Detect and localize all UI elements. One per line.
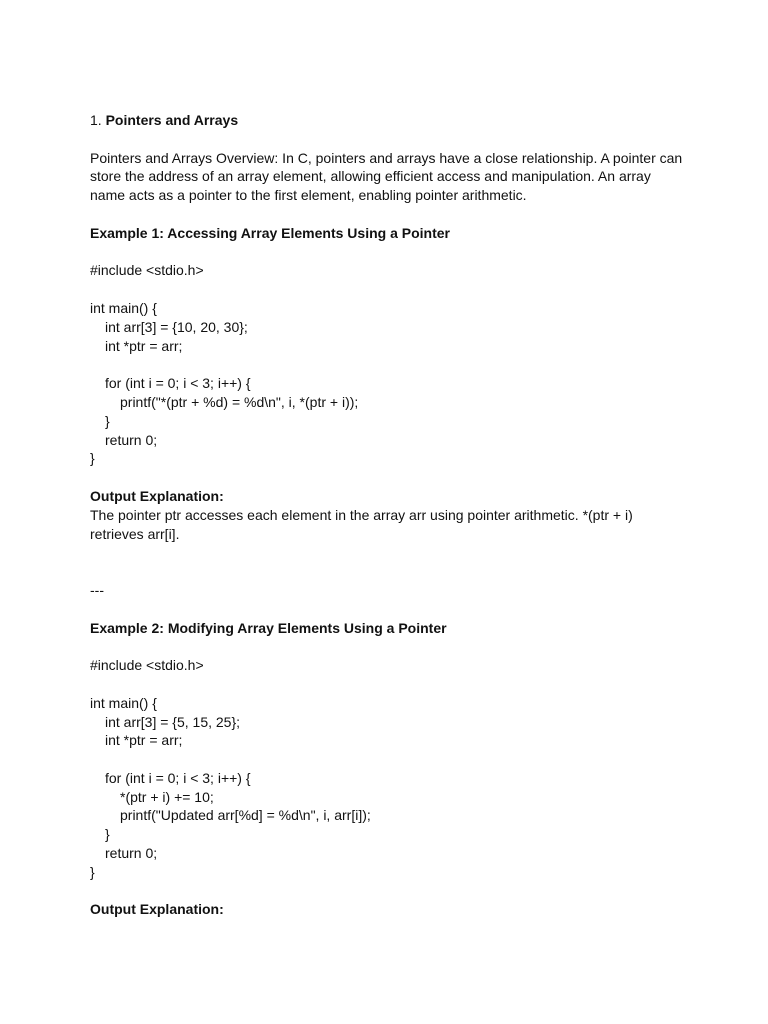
code-line: int main() { <box>90 299 157 316</box>
code-line: printf("*(ptr + %d) = %d\n", i, *(ptr + i)); <box>120 393 359 410</box>
code-line: } <box>105 412 110 429</box>
example1-output-heading: Output Explanation: <box>90 487 224 504</box>
code-line: printf("Updated arr[%d] = %d\n", i, arr[i]); <box>120 807 371 824</box>
example2-include: #include <stdio.h> <box>90 657 204 674</box>
code-line: *(ptr + i) += 10; <box>120 788 214 805</box>
example1-output-text <box>90 506 690 544</box>
example2-code-block <box>90 694 690 882</box>
code-line: return 0; <box>105 845 158 862</box>
overview-line: Pointers and Arrays Overview: In C, pointers and arrays have a close relationship. A pointer can <box>90 149 683 166</box>
overview-line: name acts as a pointer to the first element, enabling pointer arithmetic. <box>90 187 527 204</box>
output-line: The pointer ptr accesses each element in the array arr using pointer arithmetic. *(ptr + i) <box>90 506 633 523</box>
section-heading <box>90 111 690 130</box>
example1-code-block <box>90 299 690 468</box>
code-line: } <box>90 863 95 880</box>
example1-heading: Example 1: Accessing Array Elements Using a Pointer <box>90 224 450 241</box>
section-number: 1. <box>90 112 102 128</box>
code-line: } <box>105 826 110 843</box>
code-line: return 0; <box>105 431 158 448</box>
code-line: int *ptr = arr; <box>105 337 183 354</box>
code-line: for (int i = 0; i < 3; i++) { <box>105 769 251 786</box>
code-line: } <box>90 450 95 467</box>
code-line: for (int i = 0; i < 3; i++) { <box>105 375 251 392</box>
output-line: retrieves arr[i]. <box>90 525 180 542</box>
section-title: Pointers and Arrays <box>105 112 239 128</box>
code-line: int *ptr = arr; <box>105 732 183 749</box>
code-line <box>90 355 690 374</box>
code-line: int arr[3] = {10, 20, 30}; <box>105 318 248 335</box>
example2-output-heading: Output Explanation: <box>90 901 224 918</box>
code-line <box>90 750 690 769</box>
example2-heading: Example 2: Modifying Array Elements Using a Pointer <box>90 619 447 636</box>
code-line: int arr[3] = {5, 15, 25}; <box>105 713 241 730</box>
document-content <box>90 111 690 919</box>
code-line: int main() { <box>90 694 157 711</box>
overview-line: store the address of an array element, allowing efficient access and manipulation. An array <box>90 168 651 185</box>
example1-include: #include <stdio.h> <box>90 262 204 279</box>
separator: --- <box>90 581 104 598</box>
overview-paragraph <box>90 149 690 205</box>
